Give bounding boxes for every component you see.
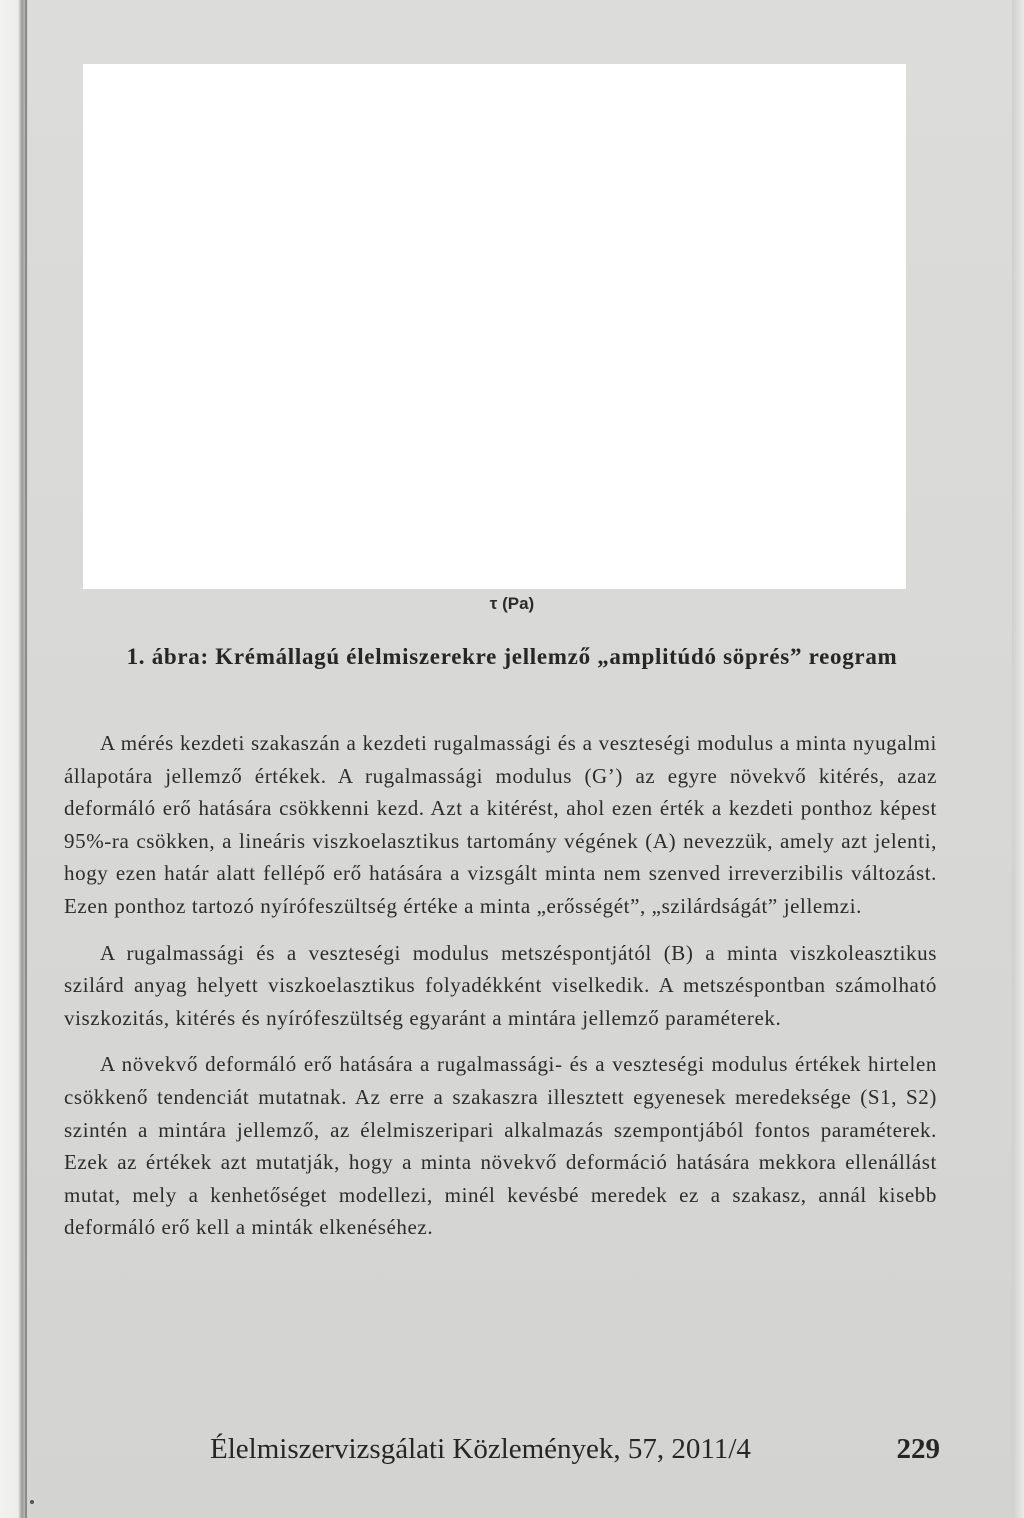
margin-mark <box>30 1500 34 1504</box>
figure-placeholder <box>83 64 906 589</box>
page-edge <box>1012 0 1024 1518</box>
figure-axis-label: τ (Pa) <box>489 594 535 613</box>
journal-citation: Élelmiszervizsgálati Közlemények, 57, 2011/4 <box>210 1433 751 1465</box>
paragraph: A rugalmassági és a veszteségi modulus metszéspontjától (B) a minta viszkoleasztikus szilárd anyag helyett viszkoelasztikus folyadékként viselkedik. A metszéspontban számolható viszkozitás, kitérés és nyírófeszültség egyaránt a mintára jellemző paraméterek. <box>64 940 937 1030</box>
paragraph: A mérés kezdeti szakaszán a kezdeti rugalmassági és a veszteségi modulus a minta nyugalmi állapotára jellemző értékek. A rugalmassági modulus (G’) az egyre növekvő kitérés, azaz deformáló erő hatására csökkenni kezd. Azt a kitérést, ahol ezen érték a kezdeti ponthoz képest 95%-ra csökken, a lineáris viszkoelasztikus tartomány végének (A) nevezzük, amely azt jelenti, hogy ezen határ alatt fellépő erő hatására a vizsgált minta nem szenved irreverzibilis változást. Ezen ponthoz tartozó nyírófeszültség értéke a minta „erősségét”, „szilárdságát” jellemzi. <box>64 731 937 918</box>
book-gutter <box>0 0 28 1518</box>
figure-caption: 1. ábra: Krémállagú élelmiszerekre jellemző „amplitúdó söprés” reogram <box>126 644 898 669</box>
paragraph: A növekvő deformáló erő hatására a rugalmassági- és a veszteségi modulus értékek hirtelen csökkenő tendenciát mutatnak. Az erre a szakaszra illesztett egyenesek meredeksége (S1, S2) szintén a mintára jellemző, az élelmiszeripari alkalmazás szempontjából fontos paraméterek. Ezek az értékek azt mutatják, hogy a minta növekvő deformáció hatására mekkora ellenállást mutat, mely a kenhetőséget modellezi, minél kevésbé meredek ez a szakasz, annál kisebb deformáló erő kell a minták elkenéséhez. <box>64 1052 937 1240</box>
page-number: 229 <box>896 1433 940 1465</box>
body-text <box>64 727 937 1258</box>
gutter-line <box>25 0 27 1518</box>
